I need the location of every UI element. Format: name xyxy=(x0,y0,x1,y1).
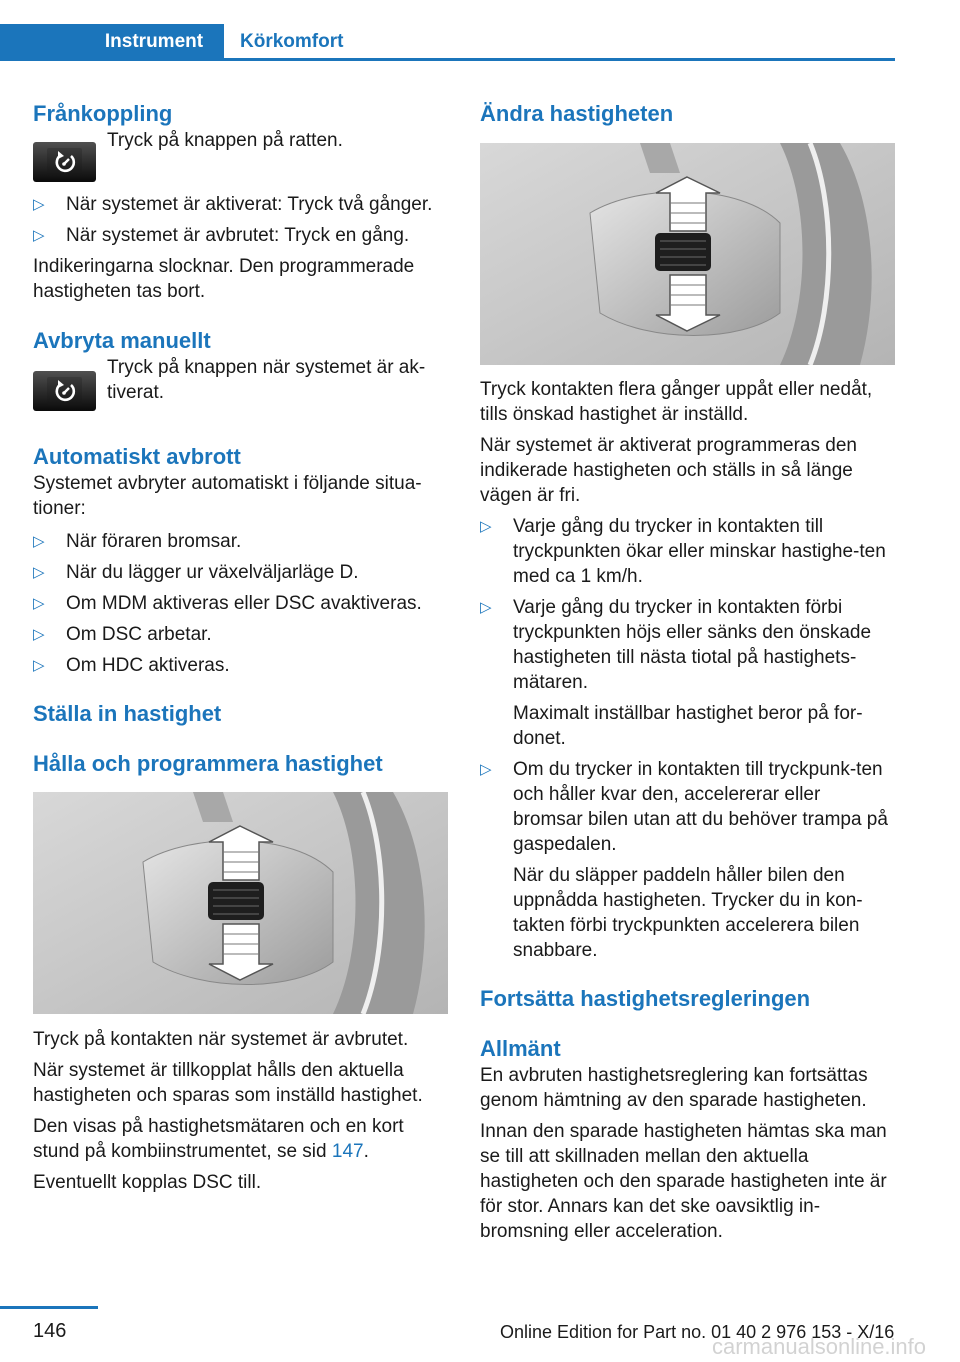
heading-automatiskt: Automatiskt avbrott xyxy=(33,444,241,469)
triangle-bullet-icon: ▷ xyxy=(33,533,45,550)
andra-list xyxy=(480,514,895,963)
cruise-control-button-icon xyxy=(33,371,96,411)
page-link-147[interactable]: 147 xyxy=(331,1141,364,1162)
steering-wheel-switch-image xyxy=(33,792,448,1014)
list-item: ▷ Varje gång du trycker in kontakten till tryckpunkten ökar eller minskar hastighe-ten med ca 1 km/h. xyxy=(480,516,886,587)
list-item: ▷ Om HDC aktiveras. xyxy=(33,655,230,676)
steering-wheel-switch-image xyxy=(480,143,895,365)
list-item-note: Maximalt inställbar hastighet beror på for-donet. xyxy=(513,703,863,749)
heading-halla: Hålla och programmera hastighet xyxy=(33,751,383,776)
left-column xyxy=(33,100,448,1195)
halla-p1: Tryck på kontakten när systemet är avbrutet. xyxy=(33,1029,409,1050)
triangle-bullet-icon: ▷ xyxy=(480,599,492,616)
avbryta-text: Tryck på knappen när systemet är ak-tiverat. xyxy=(107,357,426,403)
list-item-note: När du släpper paddeln håller bilen den uppnådda hastigheten. Trycker du in kon-takten förbi tryckpunkten accelerera bilen snabbare. xyxy=(513,865,863,961)
triangle-bullet-icon: ▷ xyxy=(480,518,492,535)
triangle-bullet-icon: ▷ xyxy=(33,595,45,612)
frankoppling-text: Tryck på knappen på ratten. xyxy=(107,130,343,151)
list-item: ▷ När du lägger ur växelväljarläge D. xyxy=(33,562,359,583)
list-item: ▷ Om MDM aktiveras eller DSC avaktiveras. xyxy=(33,593,422,614)
frankoppling-after: Indikeringarna slocknar. Den programmerade hastigheten tas bort. xyxy=(33,256,415,302)
heading-frankoppling: Frånkoppling xyxy=(33,101,173,126)
watermark: carmanualsonline.info xyxy=(712,1334,927,1359)
tab-marker xyxy=(0,24,84,60)
chapter-tabs xyxy=(0,24,895,62)
heading-allmant: Allmänt xyxy=(480,1036,561,1061)
andra-p2: När systemet är aktiverat programmeras den indikerade hastigheten och ställs in så länge vägen är fri. xyxy=(480,435,857,506)
halla-p3: Den visas på hastighetsmätaren och en kort stund på kombiinstrumentet, se sid 147. xyxy=(33,1116,404,1162)
avbryta-instruction xyxy=(33,357,448,411)
tab-instrument[interactable]: Instrument xyxy=(84,24,224,60)
automatiskt-text: Systemet avbryter automatiskt i följande situa-tioner: xyxy=(33,473,422,519)
frankoppling-list xyxy=(33,192,448,248)
heading-avbryta: Avbryta manuellt xyxy=(33,328,211,353)
edition-note: Online Edition for Part no. 01 40 2 976 153 - X/16 xyxy=(500,1322,895,1342)
allmant-p2: Innan den sparade hastigheten hämtas ska man se till att skillnaden mellan den aktuella hastigheten och den sparade hastigheten inte är för stor. Annars kan det ske oavsiktlig in-bromsning eller acceleration. xyxy=(480,1121,887,1242)
list-item: ▷ När systemet är aktiverat: Tryck två gånger. xyxy=(33,194,433,215)
header-rule xyxy=(0,58,895,61)
triangle-bullet-icon: ▷ xyxy=(33,196,45,213)
list-item: ▷ Om du trycker in kontakten till tryckpunk-ten och håller kvar den, accelererar eller bromsar bilen utan att du behöver trampa på gaspedalen. När du släpper paddeln håller bilen den uppnådda hastigheten. Trycker du in kon-takten förbi tryckpunkten accelerera bilen snabbare. xyxy=(480,757,895,963)
allmant-p1: En avbruten hastighetsreglering kan fortsättas genom hämtning av den sparade hastigheten. xyxy=(480,1065,868,1111)
right-column xyxy=(480,100,895,1244)
triangle-bullet-icon: ▷ xyxy=(33,657,45,674)
footer-rule xyxy=(0,1306,98,1309)
frankoppling-instruction xyxy=(33,130,448,182)
heading-stalla: Ställa in hastighet xyxy=(33,701,222,726)
page-number: 146 xyxy=(33,1320,67,1342)
triangle-bullet-icon: ▷ xyxy=(480,761,492,778)
triangle-bullet-icon: ▷ xyxy=(33,626,45,643)
cruise-control-button-icon xyxy=(33,142,96,182)
heading-andra: Ändra hastigheten xyxy=(480,101,674,126)
automatiskt-list xyxy=(33,529,448,678)
halla-p2: När systemet är tillkopplat hålls den aktuella hastigheten och sparas som inställd hastighet. xyxy=(33,1060,423,1106)
list-item: ▷ När föraren bromsar. xyxy=(33,531,242,552)
halla-p4: Eventuellt kopplas DSC till. xyxy=(33,1172,262,1193)
triangle-bullet-icon: ▷ xyxy=(33,564,45,581)
list-item: ▷ När systemet är avbrutet: Tryck en gång. xyxy=(33,225,410,246)
heading-fortsatta: Fortsätta hastighetsregleringen xyxy=(480,986,811,1011)
triangle-bullet-icon: ▷ xyxy=(33,227,45,244)
andra-p1: Tryck kontakten flera gånger uppåt eller nedåt, tills önskad hastighet är inställd. xyxy=(480,379,873,425)
list-item: ▷ Om DSC arbetar. xyxy=(33,624,212,645)
tab-korkomfort[interactable]: Körkomfort xyxy=(240,31,344,52)
list-item: ▷ Varje gång du trycker in kontakten förbi tryckpunkten höjs eller sänks den önskade hastigheten till nästa tiotal på hastighets-mätaren. Maximalt inställbar hastighet beror på for-donet. xyxy=(480,595,895,751)
